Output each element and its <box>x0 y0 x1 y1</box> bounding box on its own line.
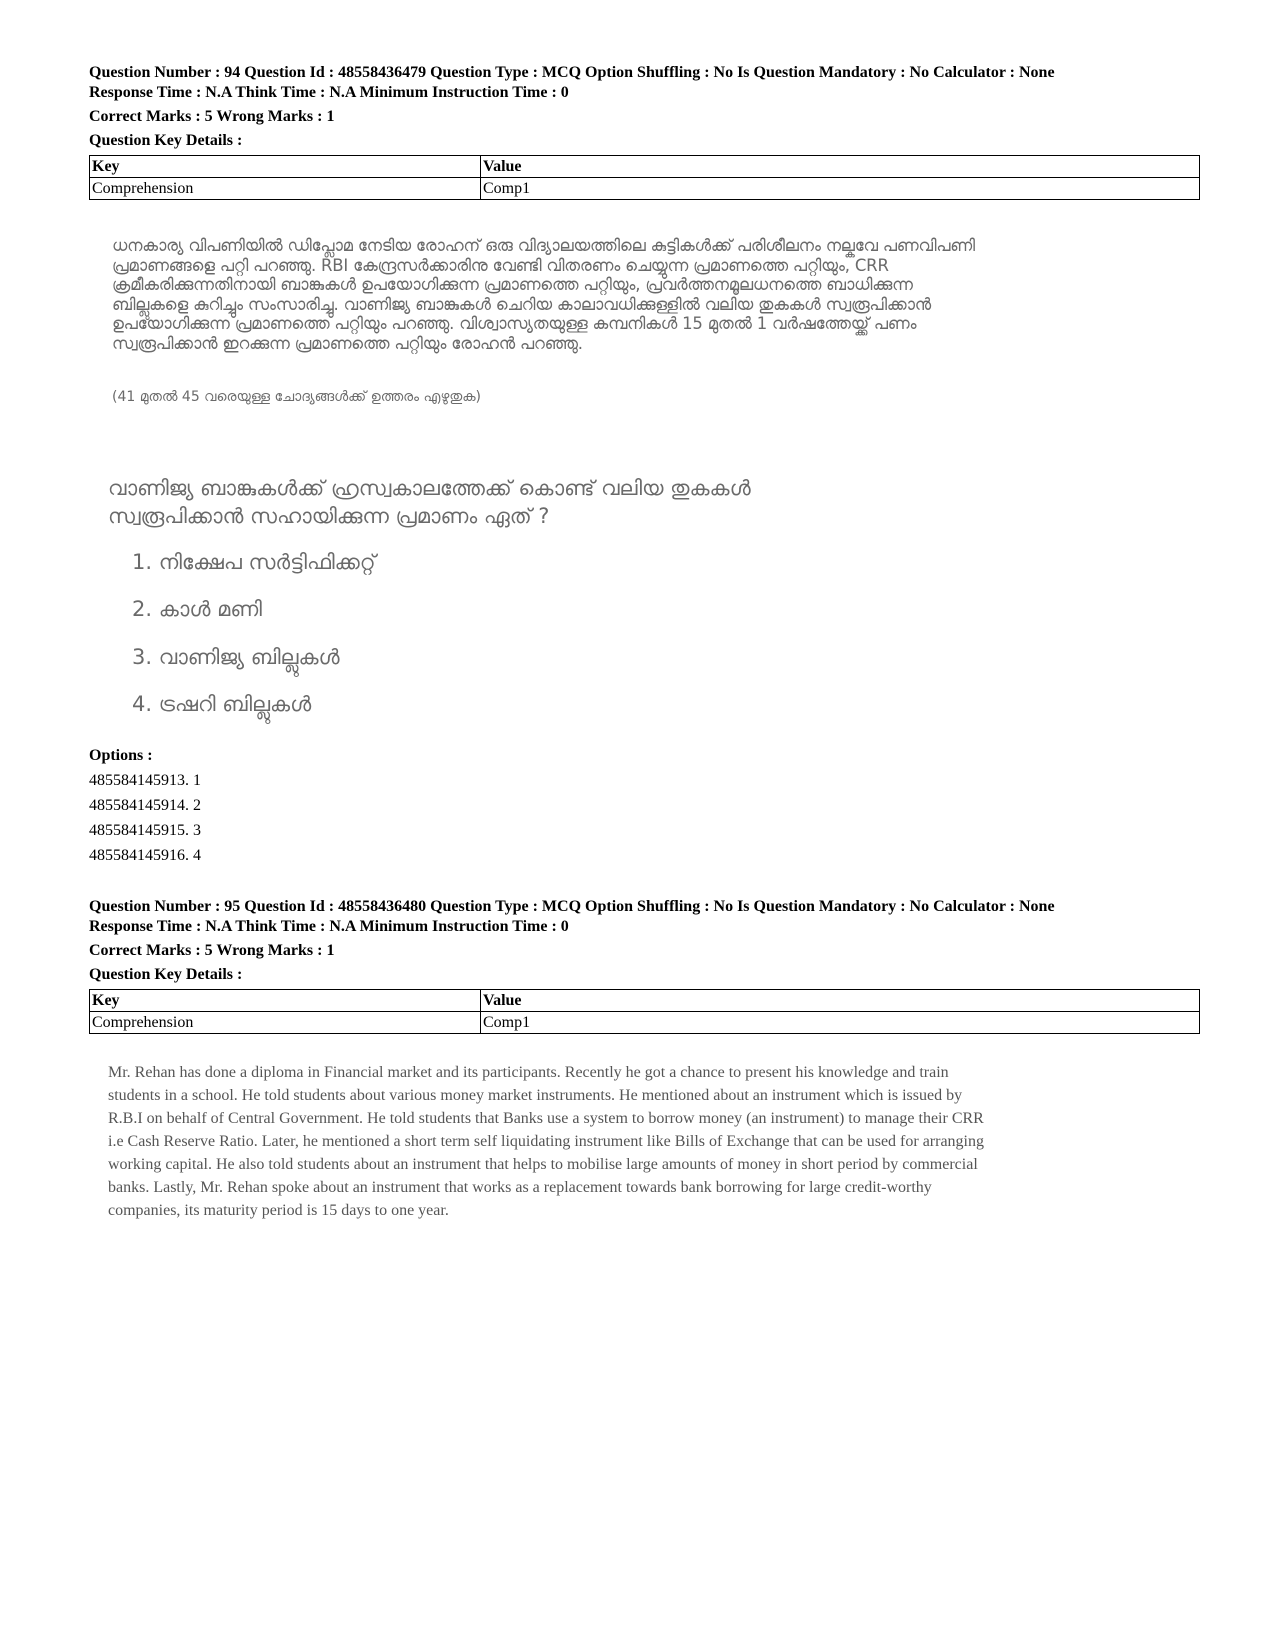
q94-options <box>89 743 201 868</box>
q94-choice-3: 3. വാണിജ്യ ബില്ലുകൾ <box>132 645 340 669</box>
table-cell-value: Comp1 <box>481 178 1200 200</box>
table-header-value: Value <box>481 156 1200 178</box>
q95-meta-line2: Response Time : N.A Think Time : N.A Minimum Instruction Time : 0 <box>89 918 569 935</box>
option-2: 485584145914. 2 <box>89 797 201 814</box>
q94-key-table <box>89 155 1200 200</box>
q95-header <box>89 897 1200 1034</box>
table-row <box>90 178 1200 200</box>
option-1: 485584145913. 1 <box>89 772 201 789</box>
table-row <box>90 1012 1200 1034</box>
q95-passage: Mr. Rehan has done a diploma in Financial market and its participants. Recently he got a chance to present his knowledge and train students in a school. He told students about various money market instruments. He mentioned about an instrument which is issued by R.B.I on behalf of Central Government. He told students that Banks use a system to borrow money (an instrument) to manage their CRR i.e Cash Reserve Ratio. Later, he mentioned a short term self liquidating instrument like Bills of Exchange that can be used for arranging working capital. He also told students about an instrument that helps to mobilise large amounts of money in short period by commercial banks. Lastly, Mr. Rehan spoke about an instrument that works as a replacement towards bank borrowing for large credit-worthy companies, its maturity period is 15 days to one year. <box>108 1064 984 1219</box>
q94-question-text: വാണിജ്യ ബാങ്കുകൾക്ക് ഹ്രസ്വകാലത്തേക്ക് കൊണ്ട് വലിയ തുകകൾ സ്വരൂപിക്കാൻ സഹായിക്കുന്ന പ്രമാണം ഏത് ? <box>108 476 751 528</box>
q94-meta-line2: Response Time : N.A Think Time : N.A Minimum Instruction Time : 0 <box>89 84 569 101</box>
q95-marks: Correct Marks : 5 Wrong Marks : 1 <box>89 942 335 959</box>
option-4: 485584145916. 4 <box>89 847 201 864</box>
table-cell-value: Comp1 <box>481 1012 1200 1034</box>
q95-key-table <box>89 989 1200 1034</box>
q94-instruction: (41 മുതൽ 45 വരെയുള്ള ചോദ്യങ്ങൾക്ക് ഉത്തരം എഴുതുക) <box>112 389 482 405</box>
q94-passage: ധനകാര്യ വിപണിയിൽ ഡിപ്ലോമ നേടിയ രോഹന് ഒരു വിദ്യാലയത്തിലെ കുട്ടികൾക്ക് പരിശീലനം നല്കവേ പണവിപണി പ്രമാണങ്ങളെ പറ്റി പറഞ്ഞു. RBI കേന്ദ്രസർക്കാരിനു വേണ്ടി വിതരണം ചെയ്യുന്ന പ്രമാണത്തെ പറ്റിയും, CRR ക്രമീകരിക്കുന്നതിനായി ബാങ്കുകൾ ഉപയോഗിക്കുന്ന പ്രമാണത്തെ പറ്റിയും, പ്രവർത്തനമൂലധനത്തെ ബാധിക്കുന്ന ബില്ലുകളെ കുറിച്ചും സംസാരിച്ചു. വാണിജ്യ ബാങ്കുകൾ ചെറിയ കാലാവധിക്കുള്ളിൽ വലിയ തുകകൾ സ്വരൂപിക്കാൻ ഉപയോഗിക്കുന്ന പ്രമാണത്തെ പറ്റിയും പറഞ്ഞു. വിശ്വാസ്യതയുള്ള കമ്പനികൾ 15 മുതൽ 1 വർഷത്തേയ്ക്ക് പണം സ്വരൂപിക്കാൻ ഇറക്കുന്ന പ്രമാണത്തെ പറ്റിയും രോഹൻ പറഞ്ഞു. <box>112 236 975 353</box>
q94-key-details-label: Question Key Details : <box>89 132 243 149</box>
q94-choice-2: 2. കാൾ മണി <box>132 597 262 621</box>
table-header-key: Key <box>90 156 481 178</box>
q94-meta-line1: Question Number : 94 Question Id : 48558436479 Question Type : MCQ Option Shuffling : No Is Question Mandatory : No Calculator : None <box>89 64 1055 81</box>
table-cell-key: Comprehension <box>90 178 481 200</box>
q94-header <box>89 63 1200 200</box>
table-header-key: Key <box>90 990 481 1012</box>
q94-marks: Correct Marks : 5 Wrong Marks : 1 <box>89 108 335 125</box>
table-header-row <box>90 990 1200 1012</box>
q95-meta-line1: Question Number : 95 Question Id : 48558436480 Question Type : MCQ Option Shuffling : No Is Question Mandatory : No Calculator : None <box>89 898 1055 915</box>
table-cell-key: Comprehension <box>90 1012 481 1034</box>
options-label: Options : <box>89 747 153 764</box>
table-header-value: Value <box>481 990 1200 1012</box>
q95-key-details-label: Question Key Details : <box>89 966 243 983</box>
q94-choice-1: 1. നിക്ഷേപ സർട്ടിഫിക്കറ്റ് <box>132 550 376 574</box>
option-3: 485584145915. 3 <box>89 822 201 839</box>
q94-choice-4: 4. ട്രഷറി ബില്ലുകൾ <box>132 692 312 716</box>
table-header-row <box>90 156 1200 178</box>
